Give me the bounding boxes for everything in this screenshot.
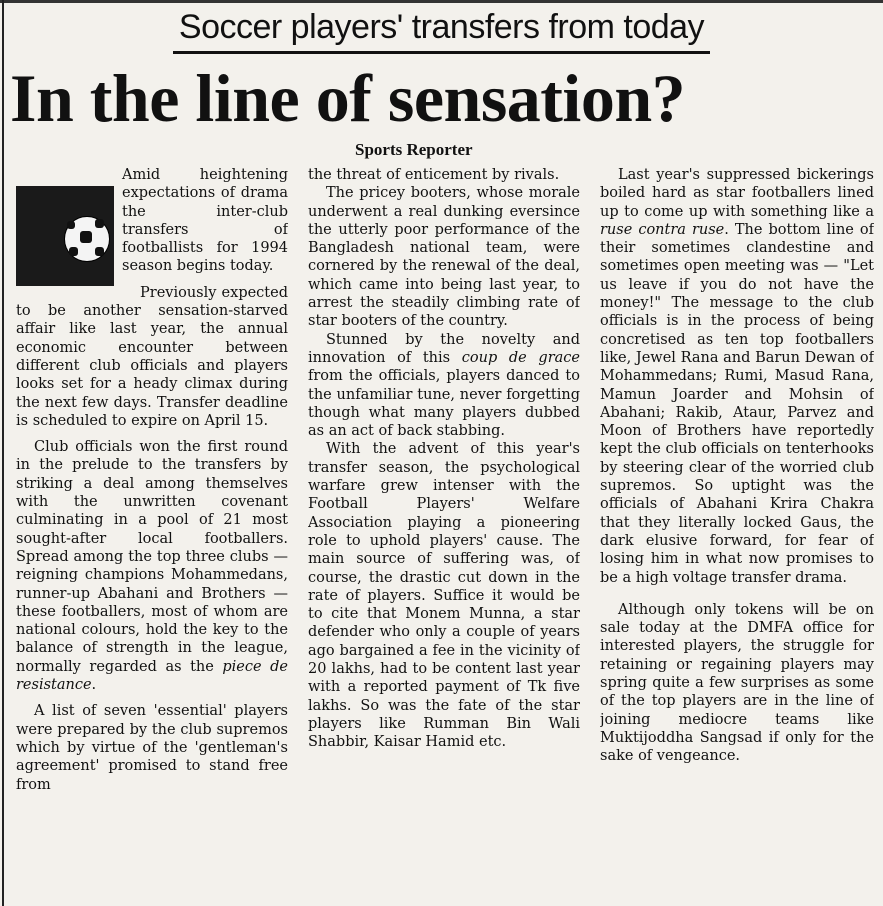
column-rule <box>2 0 4 906</box>
article-column-3 <box>600 166 874 906</box>
paragraph: Previously expected to be another sensation-starved affair like last year, the annual economic encounter between different club officials and players looks set for a heady climax during the next few days. Transfer deadline is scheduled to expire on April 15. <box>16 284 288 429</box>
paragraph: Club officials won the first round in the prelude to the transfers by striking a deal among themselves with the unwritten covenant culminating in a pool of 21 most sought-after local footballers. Spread among the top three clubs — reigning champions Mohammedans, runner-up Abahani and Brothers — these footballers, most of whom are national colours, hold the key to the balance of strength in the league, normally regarded as the piece de resistance. <box>16 439 288 694</box>
football-photo-icon <box>16 186 114 286</box>
article-column-1 <box>16 166 288 906</box>
kicker-headline: Soccer players' transfers from today <box>0 8 883 54</box>
paragraph: Last year's suppressed bickerings boiled hard as star footballers lined up to come up with something like a ruse contra ruse. The bottom line of their sometimes clandestine and sometimes open meeting was — "Let us leave if you do not have the money!" The message to the club officials is in the process of being concretised as ten top footballers like, Jewel Rana and Barun Dewan of Mohammedans; Rumi, Masud Rana, Mamun Joarder and Mohsin of Abahani; Rakib, Ataur, Parvez and Moon of Brothers have reportedly kept the club officials on tenterhooks by steering clear of the worried club supremos. So uptight was the officials of Abahani Krira Chakra that they literally locked Gaus, the dark elusive forward, for fear of losing him in what now promises to be a high voltage transfer drama. <box>600 167 874 586</box>
paragraph: Stunned by the novelty and innovation of this coup de grace from the officials, players danced to the unfamiliar tune, never forgetting though what many players dubbed as an act of back stabbing. <box>308 331 580 440</box>
paragraph: Although only tokens will be on sale today at the DMFA office for interested players, the struggle for retaining or regaining players may spring quite a few surprises as some of the top players are in the line of joining mediocre teams like Muktijoddha Sangsad if only for the sake of vengeance. <box>600 601 874 765</box>
paragraph: With the advent of this year's transfer season, the psychological warfare grew intenser with the Football Players' Welfare Association playing a pioneering role to uphold players' cause. The main source of suffering was, of course, the drastic cut down in the rate of players. Suffice it would be to cite that Monem Munna, a star defender who only a couple of years ago bargained a fee in the vicinity of 20 lakhs, had to be content last year with a reported payment of Tk five lakhs. So was the fate of the star players like Rumman Bin Wali Shabbir, Kaisar Hamid etc. <box>308 441 580 751</box>
paragraph: the threat of enticement by rivals. <box>308 167 560 183</box>
football-icon <box>64 216 110 262</box>
article-column-2 <box>308 166 580 906</box>
main-headline: In the line of sensation? <box>10 60 686 136</box>
paragraph: A list of seven 'essential' players were prepared by the club supremos which by virtue of the 'gentleman's agreement' promised to stand free from <box>16 703 288 793</box>
paragraph: Amid heightening expectations of drama the inter-club transfers of footballists for 1994 season begins today. <box>122 167 288 275</box>
byline: Sports Reporter <box>355 140 473 159</box>
paragraph: The pricey booters, whose morale underwent a real dunking eversince the utterly poor performance of the Bangladesh national team, were cornered by the renewal of the deal, which came into being last year, to arrest the steadily climbing rate of star booters of the country. <box>308 185 580 330</box>
top-rule <box>0 0 883 3</box>
